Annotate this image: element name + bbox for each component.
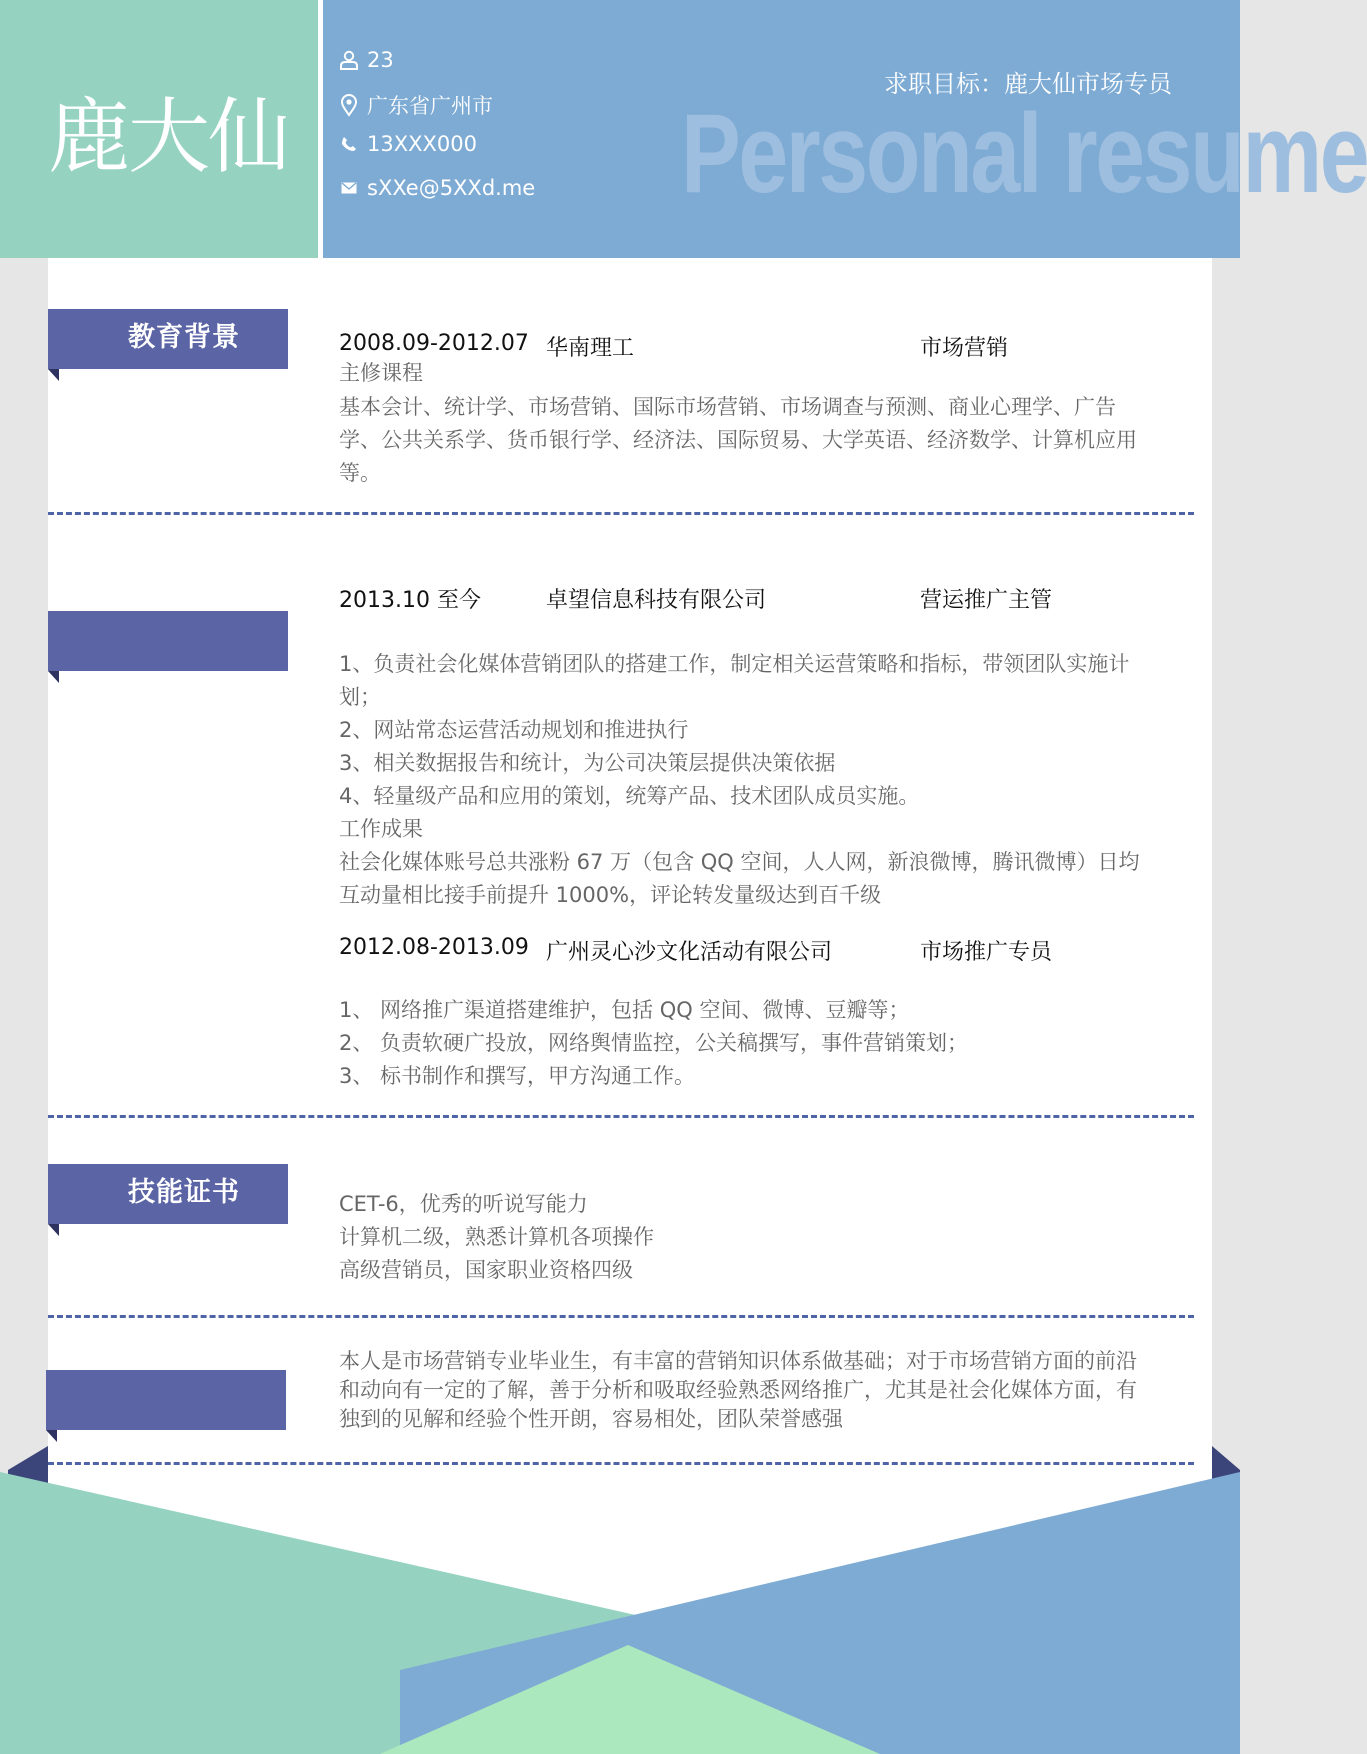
section-divider [48, 1115, 1194, 1118]
education-title: 教育背景 [128, 322, 240, 353]
job-duty-line: 2、网站常态运营活动规划和推进执行 [339, 718, 689, 742]
job-achievement-line: 互动量相比接手前提升 1000%，评论转发量级达到百千级 [339, 883, 882, 907]
section-divider [48, 1315, 1194, 1318]
course-line: 等。 [339, 461, 381, 485]
ribbon-fold [48, 1224, 59, 1236]
about-line: 独到的见解和经验个性开朗，容易相处，团队荣誉感强 [339, 1407, 843, 1431]
contact-age [338, 48, 394, 72]
candidate-name: 鹿大仙 [47, 90, 288, 185]
about-line: 和动向有一定的了解，善于分析和吸取经验熟悉网络推广，尤其是社会化媒体方面，有 [339, 1378, 1137, 1402]
edu-school: 华南理工 [546, 336, 635, 361]
footer-decoration [0, 1400, 1240, 1754]
skill-line: 高级营销员，国家职业资格四级 [339, 1258, 633, 1282]
job-position: 市场推广专员 [920, 940, 1053, 965]
ribbon-fold [48, 671, 59, 683]
phone-value[interactable]: 13XXX000 [367, 132, 477, 156]
job-duty-line: 划； [339, 685, 381, 709]
contact-phone [338, 132, 477, 156]
skills-title: 技能证书 [128, 1177, 240, 1208]
section-divider [48, 512, 1194, 515]
mail-icon [338, 177, 360, 199]
job-period: 2013.10 至今 [339, 588, 481, 613]
skill-line: CET-6，优秀的听说写能力 [339, 1192, 588, 1216]
user-icon [338, 49, 360, 71]
job-duty-line: 4、轻量级产品和应用的策划，统筹产品、技术团队成员实施。 [339, 784, 920, 808]
job-company: 广州灵心沙文化活动有限公司 [546, 940, 833, 965]
email-value[interactable]: sXXe@5XXd.me [367, 176, 536, 200]
ribbon-fold [48, 369, 59, 381]
skill-line: 计算机二级，熟悉计算机各项操作 [339, 1225, 654, 1249]
job-achievement-label: 工作成果 [339, 817, 423, 841]
job-achievement-line: 社会化媒体账号总共涨粉 67 万（包含 QQ 空间，人人网，新浪微博，腾讯微博）日均 [339, 850, 1140, 874]
phone-icon [338, 133, 360, 155]
job-objective: 求职目标：鹿大仙市场专员 [884, 70, 1172, 98]
age-value: 23 [367, 48, 394, 72]
education-ribbon [48, 309, 288, 369]
personal-resume-watermark: Personal resume [681, 91, 1367, 216]
job-duty-line: 3、 标书制作和撰写，甲方沟通工作。 [339, 1064, 696, 1088]
location-pin-icon [338, 94, 360, 116]
courses-label: 主修课程 [339, 361, 423, 385]
course-line: 基本会计、统计学、市场营销、国际市场营销、市场调查与预测、商业心理学、广告 [339, 395, 1116, 419]
job-duty-line: 1、 网络推广渠道搭建维护，包括 QQ 空间、微博、豆瓣等； [339, 998, 910, 1022]
contact-email [338, 176, 535, 200]
edu-period: 2008.09-2012.07 [339, 331, 529, 356]
job-company: 卓望信息科技有限公司 [546, 588, 767, 613]
contact-location [338, 90, 493, 120]
skills-ribbon [48, 1164, 288, 1224]
location-value: 广东省广州市 [367, 94, 493, 118]
job-position: 营运推广主管 [920, 588, 1053, 613]
edu-major: 市场营销 [920, 336, 1009, 361]
job-duty-line: 3、相关数据报告和统计，为公司决策层提供决策依据 [339, 751, 836, 775]
experience-ribbon [48, 611, 288, 671]
job-period: 2012.08-2013.09 [339, 935, 529, 960]
job-duty-line: 2、 负责软硬广投放，网络舆情监控，公关稿撰写，事件营销策划； [339, 1031, 969, 1055]
job-duty-line: 1、负责社会化媒体营销团队的搭建工作，制定相关运营策略和指标，带领团队实施计 [339, 652, 1130, 676]
course-line: 学、公共关系学、货币银行学、经济法、国际贸易、大学英语、经济数学、计算机应用 [339, 428, 1137, 452]
about-line: 本人是市场营销专业毕业生，有丰富的营销知识体系做基础；对于市场营销方面的前沿 [339, 1349, 1137, 1373]
